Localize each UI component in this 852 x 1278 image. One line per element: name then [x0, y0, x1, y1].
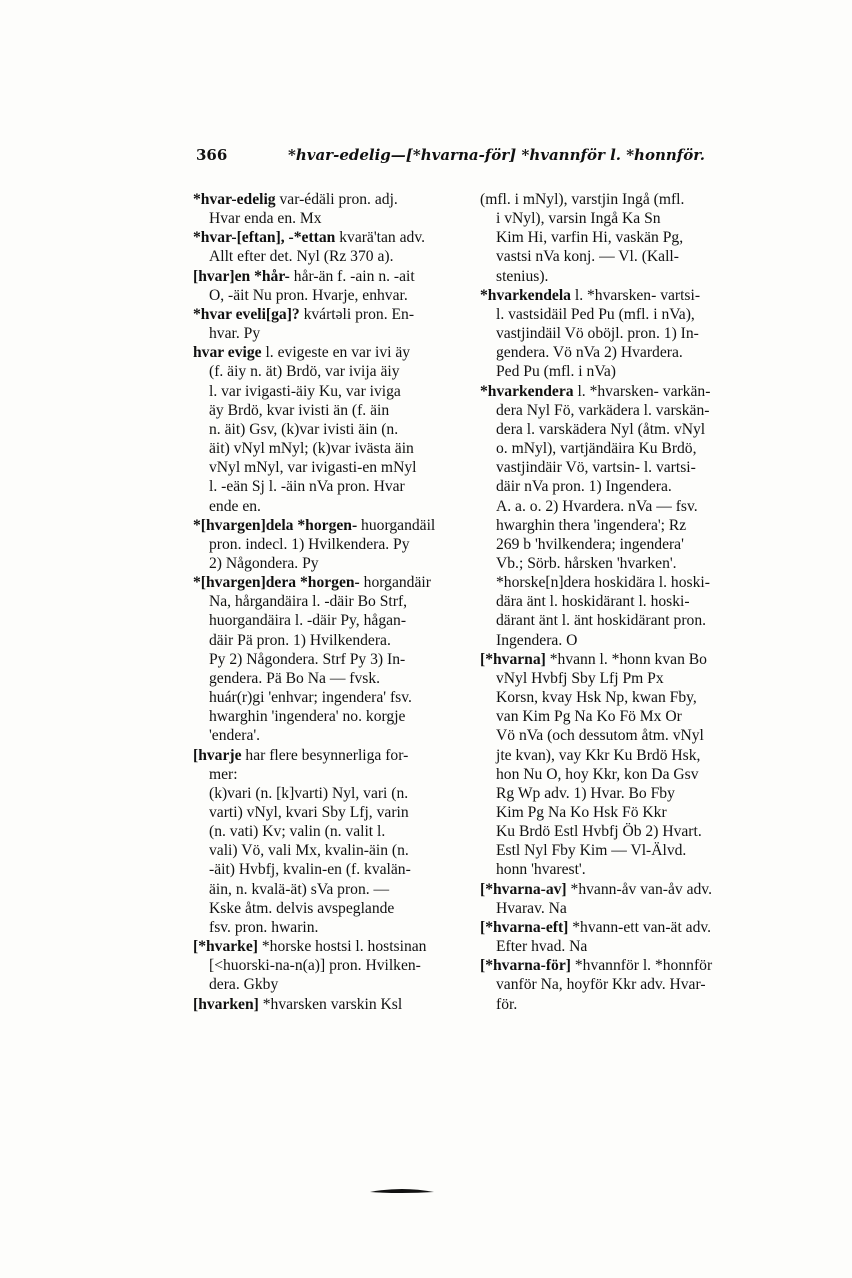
dictionary-entry — [480, 956, 775, 1013]
entry-headword: [*hvarna] — [480, 650, 546, 668]
entry-headword: [*hvarna-eft] — [480, 918, 569, 936]
entry-headword: *hvar eveli[ga]? — [193, 305, 300, 323]
dictionary-entry — [193, 746, 493, 938]
right-column — [480, 190, 775, 1014]
dictionary-entry — [193, 305, 493, 343]
entry-text: *hvann-ett van-ät adv. Efter hvad. Na — [496, 918, 712, 956]
dictionary-entry — [480, 286, 775, 382]
dictionary-entry — [193, 267, 493, 305]
entry-headword: [*hvarna-av] — [480, 880, 567, 898]
entry-text: har flere besynnerliga for- mer: (k)vari (n. [k]varti) Nyl, vari (n. varti) vNyl, kvari Sby Lfj, varin (n. vati) Kv; valin (n. valit l. vali) Vö, vali Mx, kvalin-äin (n. -äit) Hvbfj, kvalin-en (f. kvalän- äin, n. kvalä-ät) sVa pron. — Kske åtm. delvis avspeglande fsv. pron. hwarin. — [209, 746, 411, 936]
dictionary-entry — [480, 650, 775, 880]
entry-text: *hvarsken varskin Ksl — [258, 995, 403, 1013]
entry-headword: *hvar-[eftan], -*ettan — [193, 229, 336, 247]
entry-text: l. *hvarsken- vartsi- l. vastsidäil Ped Pu (mfl. i nVa), vastjindäil Vö oböjl. pron. 1) In- gendera. Vö nVa 2) Hvardera. Ped Pu (mfl. i nVa) — [496, 286, 701, 381]
entry-text: l. *hvarsken- varkän- dera Nyl Fö, varkädera l. varskän- dera l. varskädera Nyl (åtm. vNyl o. mNyl), vartjändäira Ku Brdö, vastjindäir Vö, vartsin- l. vartsi- däir nVa pron. 1) Ingendera. A. a. o. 2) Hvardera. nVa — fsv. hwarghin thera 'ingendera'; Rz 269 b 'hvilkendera; ingendera' Vb.; Sörb. hårsken 'hvarken'. *horske[n]dera hoskidära l. hoski- dära änt l. hoskidärant l. hoski- därant änt l. änt hoskidärant pron. Ingendera. O — [496, 382, 711, 649]
entry-headword: *hvarkendela — [480, 286, 571, 304]
entry-text: huorgandäil pron. indecl. 1) Hvilkendera. Py 2) Någondera. Py — [209, 516, 436, 572]
dictionary-entry — [193, 516, 493, 573]
entry-headword: [hvar]en *hår- — [193, 267, 290, 285]
running-head: *hvar-edelig—[*hvarna-för] *hvannför l. *honnför. — [288, 146, 705, 164]
entry-text: horgandäir Na, hårgandäira l. -däir Bo Strf, huorgandäira l. -däir Py, hågan- däir Pä pron. 1) Hvilkendera. Py 2) Någondera. Strf Py 3) In- gendera. Pä Bo Na — fvsk. huár(r)gi 'enhvar; ingendera' fsv. hwarghin 'ingendera' no. korgje 'endera'. — [209, 574, 431, 745]
entry-text: *horske hostsi l. hostsinan [<huorski-na-n(a)] pron. Hvilken- dera. Gkby — [209, 938, 427, 994]
entry-text: hår-än f. -ain n. -ait O, -äit Nu pron. Hvarje, enhvar. — [209, 267, 415, 304]
dictionary-entry — [193, 190, 493, 228]
dictionary-entry — [480, 190, 775, 286]
dictionary-entry — [193, 573, 493, 745]
entry-text: l. evigeste en var ivi äy (f. äiy n. ät) Brdö, var ivija äiy l. var ivigasti-äiy Ku, var iviga äy Brdö, kvar ivisti än (f. äin n. äit) Gsv, (k)var ivisti äin (n. äit) vNyl mNyl; (k)var ivästa äin vNyl mNyl, var ivigasti-en mNyl l. -eän Sj l. -äin nVa pron. Hvar ende en. — [209, 344, 417, 515]
entry-headword: [*hvarna-för] — [480, 957, 571, 975]
dictionary-entry — [193, 228, 493, 266]
dictionary-entry — [193, 937, 493, 994]
dictionary-entry — [193, 995, 493, 1014]
dictionary-entry — [193, 343, 493, 515]
entry-headword: hvar evige — [193, 344, 262, 362]
entry-headword: [hvarje — [193, 746, 242, 764]
dictionary-entry — [480, 382, 775, 650]
entry-headword: *hvar-edelig — [193, 191, 276, 208]
page-header — [196, 146, 705, 170]
entry-headword: *[hvargen]dera *horgen- — [193, 574, 360, 592]
entry-text: kvártəli pron. En- hvar. Py — [209, 305, 415, 343]
dictionary-entry — [480, 880, 775, 918]
end-ornament — [370, 1188, 434, 1194]
left-column — [193, 190, 493, 1014]
entry-headword: *hvarkendera — [480, 382, 574, 400]
entry-headword: [hvarken] — [193, 995, 259, 1013]
entry-headword: *[hvargen]dela *horgen- — [193, 516, 358, 534]
dictionary-entry — [480, 918, 775, 956]
entry-text: *hvannför l. *honnför vanför Na, hoyför Kkr adv. Hvar- för. — [496, 957, 713, 1013]
entry-text: *hvann-åv van-åv adv. Hvarav. Na — [496, 880, 712, 917]
entry-text: var-édäli pron. adj. Hvar enda en. Mx — [209, 191, 398, 228]
page-number: 366 — [196, 146, 228, 164]
entry-text: *hvann l. *honn kvan Bo vNyl Hvbfj Sby Lfj Pm Px Korsn, kvay Hsk Np, kwan Fby, van Kim Pg Na Ko Fö Mx Or Vö nVa (och dessutom åtm. vNyl jte kvan), vay Kkr Ku Brdö Hsk, hon Nu O, hoy Kkr, kon Da Gsv Rg Wp adv. 1) Hvar. Bo Fby Kim Pg Na Ko Hsk Fö Kkr Ku Brdö Estl Hvbfj Öb 2) Hvart. Estl Nyl Fby Kim — Vl-Älvd. honn 'hvarest'. — [496, 650, 707, 879]
entry-text: (mfl. i mNyl), varstjin Ingå (mfl. i vNyl), varsin Ingå Ka Sn Kim Hi, varfin Hi, vaskän Pg, vastsi nVa konj. — Vl. (Kall- stenius). — [480, 191, 685, 285]
entry-text: kvarä'tan adv. Allt efter det. Nyl (Rz 370 a). — [209, 229, 426, 266]
entry-headword: [*hvarke] — [193, 938, 258, 956]
